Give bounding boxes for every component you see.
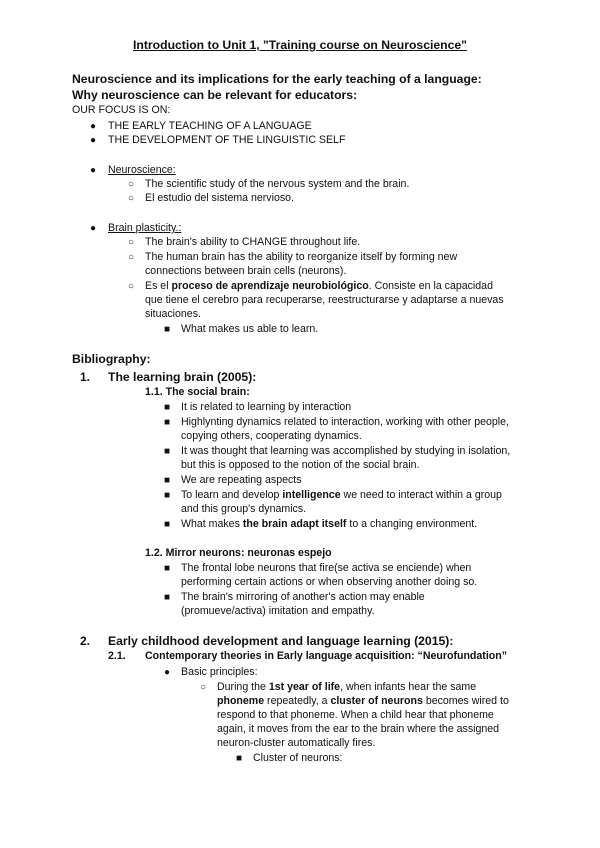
bullet-square: ■ [164, 519, 171, 530]
neuroscience-label: Neuroscience: [108, 164, 176, 176]
entry-number: 2. [80, 634, 91, 648]
list-item: The brain's ability to CHANGE throughout life. [145, 236, 361, 248]
list-item-continuation: copying others, cooperating dynamics. [181, 430, 362, 442]
entry-title: Early childhood development and language learning (2015): [108, 634, 454, 648]
list-item: The human brain has the ability to reorganize itself by forming new [145, 251, 458, 263]
list-item: The brain's mirroring of another's action may enable [181, 591, 425, 603]
list-item: What makes us able to learn. [181, 323, 319, 335]
entry-number: 1. [80, 370, 91, 384]
list-item-continuation: que tiene el cerebro para recuperarse, reestructurarse y adaptarse a nuevas [145, 294, 504, 306]
list-item-continuation: again, it moves from the ear to the brain where the assigned [217, 723, 500, 735]
list-item: Basic principles: [181, 666, 258, 678]
bullet-circle: ○ [128, 281, 135, 292]
plasticity-label: Brain plasticity.: [108, 222, 182, 234]
list-item-continuation: phoneme repeatedly, a cluster of neurons becomes wired to [217, 695, 509, 707]
list-item: During the 1st year of life, when infants hear the same [217, 681, 477, 693]
bullet-square: ■ [164, 402, 171, 413]
bullet-square: ■ [164, 490, 171, 501]
focus-label: OUR FOCUS IS ON: [72, 104, 171, 116]
bullet-dot: ● [90, 223, 97, 234]
list-item-continuation: situaciones. [145, 308, 201, 320]
intro-heading: Neuroscience and its implications for the early teaching of a language: [72, 72, 482, 86]
bullet-square: ■ [164, 324, 171, 335]
bullet-circle: ○ [128, 252, 135, 263]
bullet-circle: ○ [128, 237, 135, 248]
subsection-title: Contemporary theories in Early language acquisition: “Neurofundation” [145, 650, 507, 662]
list-item: To learn and develop intelligence we need to interact within a group [181, 489, 502, 501]
list-item-continuation: neuron-cluster automatically fires. [217, 737, 376, 749]
list-item-continuation: performing certain actions or when observing another doing so. [181, 576, 478, 588]
list-item: It was thought that learning was accomplished by studying in isolation, [181, 445, 511, 457]
section-title: 1.1. The social brain: [145, 386, 250, 398]
bullet-dot: ● [90, 121, 97, 132]
list-item: The frontal lobe neurons that fire(se activa se enciende) when [181, 562, 472, 574]
bullet-square: ■ [164, 417, 171, 428]
list-item-continuation: (promueve/activa) imitation and empathy. [181, 605, 375, 617]
focus-item: THE DEVELOPMENT OF THE LINGUISTIC SELF [108, 134, 346, 146]
list-item: It is related to learning by interaction [181, 401, 352, 413]
bullet-circle: ○ [128, 193, 135, 204]
bullet-circle: ○ [200, 682, 207, 693]
bullet-square: ■ [164, 592, 171, 603]
bullet-dot: ● [90, 135, 97, 146]
list-item-continuation: but this is opposed to the notion of the social brain. [181, 459, 420, 471]
list-item: We are repeating aspects [181, 474, 302, 486]
bullet-square: ■ [164, 446, 171, 457]
bibliography-heading: Bibliography: [72, 352, 151, 366]
subsection-number: 2.1. [108, 650, 126, 662]
bullet-circle: ○ [128, 179, 135, 190]
bullet-square: ■ [164, 563, 171, 574]
intro-subheading: Why neuroscience can be relevant for educators: [72, 88, 358, 102]
bullet-square: ■ [236, 753, 243, 764]
list-item: Es el proceso de aprendizaje neurobiológico. Consiste en la capacidad [145, 280, 493, 292]
list-item: Highlynting dynamics related to interaction, working with other people, [181, 416, 509, 428]
list-item: El estudio del sistema nervioso. [145, 192, 294, 204]
list-item: Cluster of neurons: [253, 752, 343, 764]
bullet-square: ■ [164, 475, 171, 486]
list-item: The scientific study of the nervous system and the brain. [145, 178, 410, 190]
document-title: Introduction to Unit 1, "Training course on Neuroscience" [133, 38, 467, 52]
list-item-continuation: and this group's dynamics. [181, 503, 307, 515]
bullet-dot: ● [90, 165, 97, 176]
bullet-dot: ● [164, 667, 171, 678]
section-title: 1.2. Mirror neurons: neuronas espejo [145, 547, 332, 559]
list-item-continuation: connections between brain cells (neurons). [145, 265, 347, 277]
list-item-continuation: respond to that phoneme. When a child hear that phoneme [217, 709, 494, 721]
list-item: What makes the brain adapt itself to a changing environment. [181, 518, 478, 530]
focus-item: THE EARLY TEACHING OF A LANGUAGE [108, 120, 312, 132]
entry-title: The learning brain (2005): [108, 370, 257, 384]
